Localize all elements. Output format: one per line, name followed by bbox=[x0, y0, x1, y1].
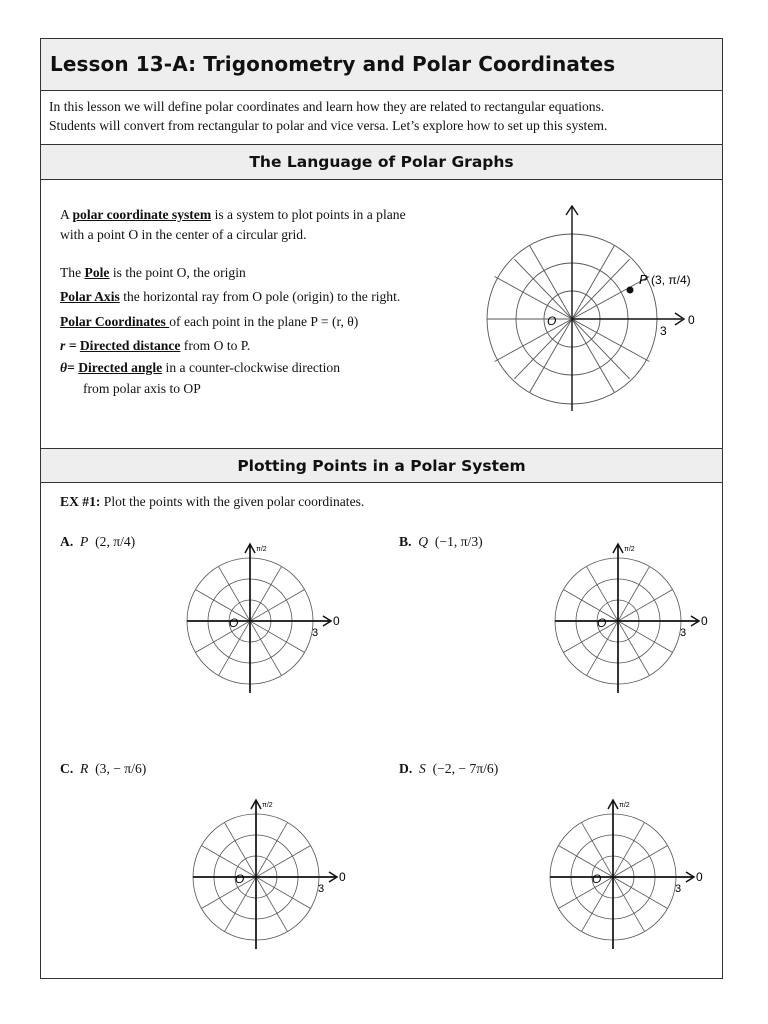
problem-letter: C. bbox=[60, 761, 74, 776]
text: is the point O, the origin bbox=[109, 265, 246, 280]
text: is a system to plot points in a plane bbox=[211, 207, 406, 222]
origin-label: O bbox=[229, 616, 239, 630]
radius-label: 3 bbox=[312, 627, 319, 639]
text: from O to P. bbox=[180, 338, 251, 353]
problem-C-label bbox=[60, 761, 146, 777]
origin-label: O bbox=[547, 314, 557, 328]
point-name: R bbox=[80, 761, 89, 776]
problem-A-label bbox=[60, 534, 135, 550]
definition-polar-system bbox=[60, 207, 406, 223]
worksheet bbox=[40, 38, 723, 979]
polar-grid-C[interactable] bbox=[183, 791, 353, 951]
problem-D-label bbox=[399, 761, 498, 777]
axis-zero-label: 0 bbox=[696, 870, 703, 884]
problem-letter: A. bbox=[60, 534, 74, 549]
definition-polar-system-cont: with a point O in the center of a circular grid. bbox=[60, 227, 307, 242]
term-polar-axis: Polar Axis bbox=[60, 289, 120, 304]
point-coord: (2, π/4) bbox=[95, 534, 136, 549]
title-band bbox=[41, 39, 722, 91]
intro-line-1: In this lesson we will define polar coordinates and learn how they are related to rectangular equations. bbox=[49, 99, 605, 114]
intro-paragraph bbox=[49, 97, 721, 135]
point-coord: (3, π/4) bbox=[651, 273, 691, 287]
definition-r bbox=[60, 338, 250, 354]
text: in a counter-clockwise direction bbox=[162, 360, 341, 375]
point-P-marker bbox=[627, 287, 634, 294]
origin-label: O bbox=[592, 872, 602, 886]
radius-label: 3 bbox=[660, 324, 667, 338]
origin-label: O bbox=[597, 616, 607, 630]
point-name: P bbox=[80, 534, 89, 549]
top-label: π/2 bbox=[619, 802, 630, 809]
point-name: S bbox=[419, 761, 426, 776]
origin-label: O bbox=[235, 872, 245, 886]
problem-B-label bbox=[399, 534, 483, 550]
radius-label: 3 bbox=[675, 883, 682, 895]
example-instruction bbox=[60, 494, 364, 510]
point-name: Q bbox=[418, 534, 429, 549]
polar-grid-B[interactable] bbox=[545, 535, 715, 695]
example-text: Plot the points with the given polar coordinates. bbox=[100, 494, 365, 509]
section-heading: Plotting Points in a Polar System bbox=[237, 457, 526, 475]
point-coord: (3, − π/6) bbox=[95, 761, 147, 776]
section-header-plotting bbox=[41, 448, 722, 483]
top-label: π/2 bbox=[262, 802, 273, 809]
term-pole: Pole bbox=[84, 265, 110, 280]
definition-polar-coordinates bbox=[60, 314, 358, 330]
theta-symbol: θ= bbox=[60, 360, 79, 375]
problem-letter: D. bbox=[399, 761, 413, 776]
definition-polar-axis bbox=[60, 289, 400, 305]
term-directed-distance: Directed distance bbox=[79, 338, 181, 353]
polar-grid-A[interactable] bbox=[177, 535, 347, 695]
term-polar-coordinate-system: polar coordinate system bbox=[72, 207, 212, 222]
axis-zero-label: 0 bbox=[688, 313, 695, 327]
text: the horizontal ray from O pole (origin) to the right. bbox=[119, 289, 401, 304]
section-header-language bbox=[41, 144, 722, 180]
example-label: EX #1: bbox=[60, 494, 101, 509]
axis-zero-label: 0 bbox=[339, 870, 346, 884]
text: The bbox=[60, 265, 85, 280]
term-directed-angle: Directed angle bbox=[78, 360, 163, 375]
definition-theta bbox=[60, 360, 340, 376]
term-polar-coordinates: Polar Coordinates bbox=[60, 314, 170, 329]
text: of each point in the plane P = (r, θ) bbox=[169, 314, 359, 329]
radius-label: 3 bbox=[318, 883, 325, 895]
r-symbol: r = bbox=[60, 338, 80, 353]
problem-letter: B. bbox=[399, 534, 412, 549]
intro-line-2: Students will convert from rectangular to polar and vice versa. Let’s explore how to set up this system. bbox=[49, 118, 608, 133]
text: A bbox=[60, 207, 73, 222]
radius-label: 3 bbox=[680, 627, 687, 639]
axis-zero-label: 0 bbox=[701, 614, 708, 628]
point-coord: (−1, π/3) bbox=[434, 534, 483, 549]
top-label: π/2 bbox=[624, 546, 635, 553]
point-coord: (−2, − 7π/6) bbox=[432, 761, 499, 776]
definition-theta-cont: from polar axis to OP bbox=[83, 381, 201, 396]
polar-grid-D[interactable] bbox=[540, 791, 710, 951]
polar-grid-main bbox=[477, 199, 707, 431]
top-label: π/2 bbox=[256, 546, 267, 553]
point-label: P bbox=[639, 272, 648, 287]
section-heading: The Language of Polar Graphs bbox=[249, 153, 514, 171]
page-title: Lesson 13-A: Trigonometry and Polar Coordinates bbox=[50, 52, 616, 76]
definition-pole bbox=[60, 265, 246, 281]
axis-zero-label: 0 bbox=[333, 614, 340, 628]
